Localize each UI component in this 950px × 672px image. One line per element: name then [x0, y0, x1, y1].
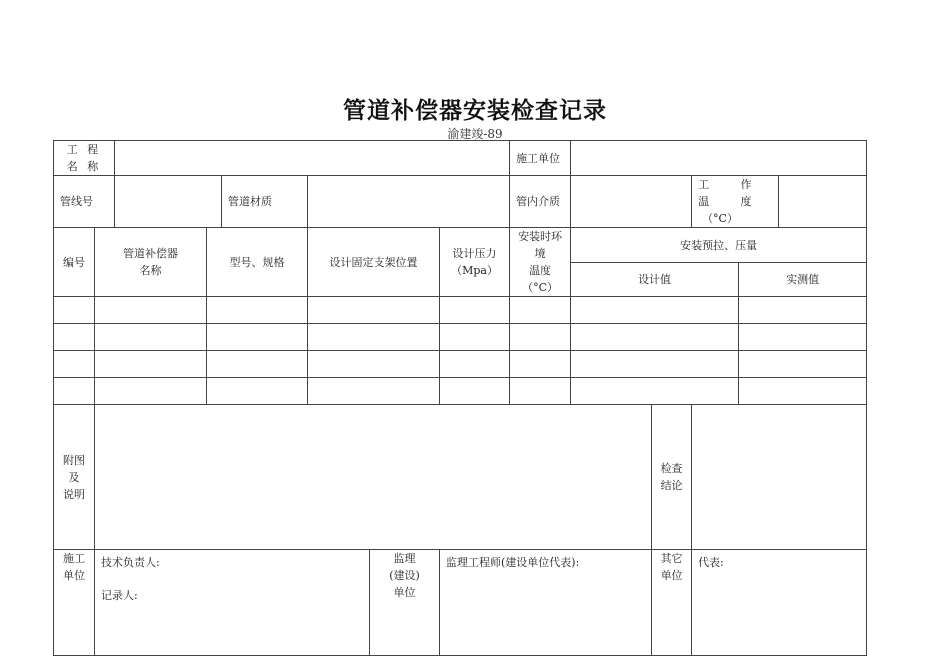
- col-design-pressure-line2: （Mpa）: [451, 264, 498, 277]
- cell-design-pressure[interactable]: [440, 297, 510, 324]
- cell-number[interactable]: [54, 351, 95, 378]
- project-name-field[interactable]: [115, 141, 510, 176]
- conclusion-field[interactable]: [692, 405, 867, 550]
- drawings-label-line3: 说明: [63, 487, 85, 501]
- conclusion-label: [652, 405, 692, 550]
- cell-model-spec[interactable]: [207, 378, 308, 405]
- construction-unit-sign-label: [54, 550, 95, 656]
- col-ambient-temp: [510, 228, 571, 297]
- col-ambient-temp-line1: 安装时环境: [518, 230, 563, 260]
- col-design-pressure-line1: 设计压力: [452, 247, 497, 260]
- cell-measured-value[interactable]: [739, 297, 867, 324]
- cell-fixed-support[interactable]: [308, 378, 440, 405]
- cell-fixed-support[interactable]: [308, 297, 440, 324]
- inspection-form-table: [53, 140, 867, 656]
- column-header-row-1: [54, 228, 867, 263]
- pipe-medium-label: 管内介质: [510, 176, 571, 228]
- conclusion-label-line2: 结论: [660, 479, 683, 492]
- cell-compensator-name[interactable]: [95, 324, 207, 351]
- supervision-sign-line2: (建设): [389, 569, 420, 582]
- working-temp-field[interactable]: [779, 176, 867, 228]
- cell-fixed-support[interactable]: [308, 351, 440, 378]
- col-model-spec: 型号、规格: [207, 228, 308, 297]
- header-row-pipeline: [54, 176, 867, 228]
- table-row: [54, 297, 867, 324]
- working-temp-label-line2: （°C）: [702, 212, 738, 225]
- col-compensator-name-line1: 管道补偿器: [123, 247, 178, 260]
- cell-design-value[interactable]: [571, 378, 739, 405]
- tech-lead-label: 技术负责人:: [101, 556, 160, 569]
- cell-design-value[interactable]: [571, 324, 739, 351]
- pipe-material-label: 管道材质: [222, 176, 308, 228]
- cell-ambient-temp[interactable]: [510, 324, 571, 351]
- col-fixed-support-position: 设计固定支架位置: [308, 228, 440, 297]
- supervising-engineer-label: 监理工程师(建设单位代表):: [446, 556, 580, 569]
- other-unit-sign-line1: 其它: [660, 552, 683, 565]
- cell-design-pressure[interactable]: [440, 351, 510, 378]
- other-unit-sign-line2: 单位: [660, 569, 683, 582]
- table-row: [54, 378, 867, 405]
- col-design-pressure: [440, 228, 510, 297]
- drawings-label-line2: 及: [68, 470, 80, 484]
- recorder-label: 记录人:: [101, 589, 138, 602]
- pipe-material-field[interactable]: [308, 176, 510, 228]
- pipeline-no-field[interactable]: [115, 176, 222, 228]
- cell-compensator-name[interactable]: [95, 297, 207, 324]
- supervising-engineer-field[interactable]: [440, 550, 652, 656]
- col-ambient-temp-line2: 温度（°C）: [522, 264, 559, 294]
- drawings-label-line1: 附图: [63, 453, 85, 467]
- other-unit-sign-label: [652, 550, 692, 656]
- col-compensator-name-line2: 名称: [139, 264, 162, 277]
- document-title: 管道补偿器安装检查记录: [343, 98, 607, 124]
- cell-number[interactable]: [54, 324, 95, 351]
- cell-fixed-support[interactable]: [308, 324, 440, 351]
- cell-compensator-name[interactable]: [95, 378, 207, 405]
- representative-label: 代表:: [698, 556, 724, 569]
- conclusion-label-line1: 检查: [660, 462, 683, 475]
- signature-row: [54, 550, 867, 656]
- cell-ambient-temp[interactable]: [510, 378, 571, 405]
- cell-model-spec[interactable]: [207, 324, 308, 351]
- form-code: 渝建竣-89: [447, 127, 503, 141]
- pipe-medium-field[interactable]: [571, 176, 692, 228]
- project-name-label: 工 程 名 称: [54, 141, 115, 176]
- notes-row: [54, 405, 867, 550]
- cell-measured-value[interactable]: [739, 378, 867, 405]
- cell-model-spec[interactable]: [207, 351, 308, 378]
- cell-design-pressure[interactable]: [440, 324, 510, 351]
- construction-sign-field[interactable]: [95, 550, 370, 656]
- supervision-sign-label: [370, 550, 440, 656]
- working-temp-label-line1: 工 作 温 度: [698, 178, 766, 208]
- cell-design-value[interactable]: [571, 351, 739, 378]
- supervision-sign-line3: 单位: [393, 586, 416, 599]
- cell-ambient-temp[interactable]: [510, 297, 571, 324]
- col-precompression-group: 安装预拉、压量: [571, 228, 867, 263]
- table-row: [54, 351, 867, 378]
- cell-measured-value[interactable]: [739, 351, 867, 378]
- drawings-notes-label: [54, 405, 95, 550]
- representative-field[interactable]: [692, 550, 867, 656]
- cell-measured-value[interactable]: [739, 324, 867, 351]
- col-design-value: 设计值: [571, 263, 739, 297]
- construction-unit-field[interactable]: [571, 141, 867, 176]
- col-compensator-name: [95, 228, 207, 297]
- cell-compensator-name[interactable]: [95, 351, 207, 378]
- construction-unit-sign-line2: 单位: [63, 569, 85, 582]
- cell-number[interactable]: [54, 378, 95, 405]
- cell-design-value[interactable]: [571, 297, 739, 324]
- cell-ambient-temp[interactable]: [510, 351, 571, 378]
- cell-design-pressure[interactable]: [440, 378, 510, 405]
- table-row: [54, 324, 867, 351]
- cell-number[interactable]: [54, 297, 95, 324]
- header-row-project: [54, 141, 867, 176]
- working-temp-label: [692, 176, 779, 228]
- cell-model-spec[interactable]: [207, 297, 308, 324]
- col-measured-value: 实测值: [739, 263, 867, 297]
- col-number: 编号: [54, 228, 95, 297]
- pipeline-no-label: 管线号: [54, 176, 115, 228]
- construction-unit-label: 施工单位: [510, 141, 571, 176]
- drawings-notes-field[interactable]: [95, 405, 652, 550]
- construction-unit-sign-line1: 施工: [63, 552, 85, 565]
- supervision-sign-line1: 监理: [393, 552, 416, 565]
